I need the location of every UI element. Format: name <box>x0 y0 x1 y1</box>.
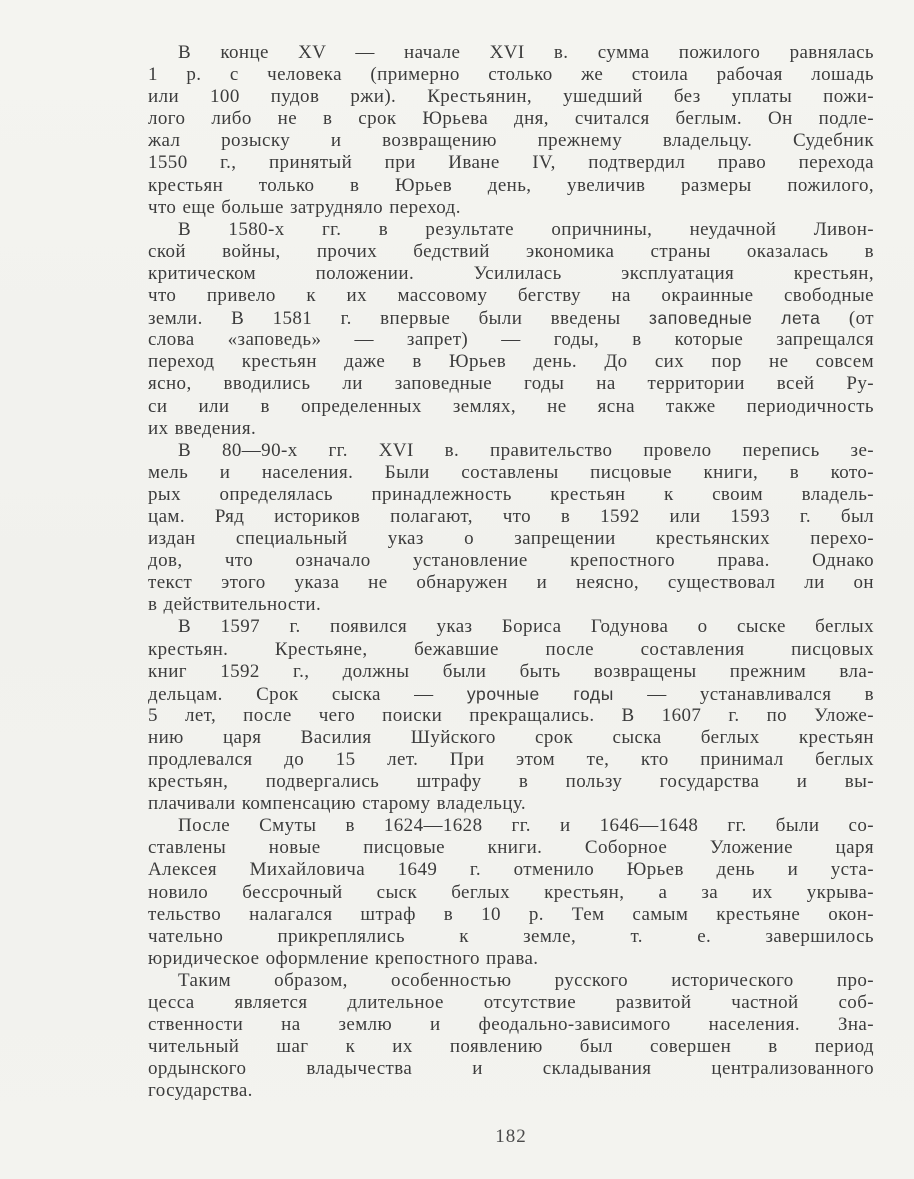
text-segment: крестьян. Крестьяне, бежавшие после составления писцовых <box>148 638 874 660</box>
text-segment: слова «заповедь» — запрет) — годы, в которые запрещался <box>148 329 874 351</box>
paragraph <box>148 219 874 440</box>
text-line <box>148 970 874 992</box>
text-line <box>148 550 874 572</box>
text-line <box>148 992 874 1014</box>
text-line <box>148 948 874 970</box>
text-line <box>148 639 874 661</box>
text-line <box>148 307 874 329</box>
text-segment: новило бессрочный сыск беглых крестьян, а за их укрыва- <box>148 881 874 903</box>
text-segment: земли. В 1581 г. впервые были введены <box>148 308 649 330</box>
text-line <box>148 859 874 881</box>
text-segment: дов, что означало установление крепостного права. Однако <box>148 550 874 572</box>
text-line <box>148 175 874 197</box>
emphasized-term: заповедные лета <box>648 308 821 329</box>
text-segment: В конце XV — начале XVI в. сумма пожилого равнялась <box>178 42 874 63</box>
text-segment: что привело к их массовому бегству на окраинные свободные <box>148 285 874 307</box>
text-line <box>148 197 874 219</box>
paragraph <box>148 815 874 970</box>
text-segment: жал розыску и возвращению прежнему владельцу. Судебник <box>148 130 874 152</box>
paragraph <box>148 42 874 219</box>
text-line <box>148 506 874 528</box>
text-segment: в действительности. <box>148 594 322 616</box>
text-line <box>148 241 874 263</box>
text-line <box>148 329 874 351</box>
text-segment: Таким образом, особенностью русского исторического про- <box>178 969 874 991</box>
text-segment: ставлены новые писцовые книги. Соборное Уложение царя <box>148 837 874 859</box>
text-segment: государства. <box>148 1080 253 1102</box>
text-segment: что еще больше затрудняло переход. <box>148 196 461 218</box>
text-segment: 1550 г., принятый при Иване IV, подтвердил право перехода <box>148 152 874 174</box>
text-segment: нию царя Василия Шуйского срок сыска беглых крестьян <box>148 726 874 748</box>
text-line <box>148 351 874 373</box>
text-segment: ясно, вводились ли заповедные годы на территории всей Ру- <box>148 373 874 395</box>
paragraph <box>148 970 874 1103</box>
page-number: 182 <box>495 1126 527 1147</box>
text-line <box>148 462 874 484</box>
text-line <box>148 771 874 793</box>
text-line <box>148 418 874 440</box>
text-segment: ственности на землю и феодально-зависимого населения. Зна- <box>148 1014 874 1036</box>
text-line <box>148 152 874 174</box>
text-line <box>148 373 874 395</box>
text-segment: их введения. <box>148 417 257 439</box>
text-segment: 5 лет, после чего поиски прекращались. В 1607 г. по Уложе- <box>148 704 874 726</box>
emphasized-term: урочные годы <box>466 683 614 704</box>
text-segment: или 100 пудов ржи). Крестьянин, ушедший без уплаты пожи- <box>148 86 874 108</box>
text-line <box>148 616 874 638</box>
text-line <box>148 683 874 705</box>
text-line <box>148 396 874 418</box>
text-segment: чительный шаг к их появлению был совершен в период <box>148 1036 874 1058</box>
text-line <box>148 1080 874 1102</box>
text-line <box>148 815 874 837</box>
text-line <box>148 661 874 683</box>
text-segment: крестьян, подвергались штрафу в пользу государства и вы- <box>148 771 874 793</box>
text-line <box>148 749 874 771</box>
text-segment: Алексея Михайловича 1649 г. отменило Юрьев день и уста- <box>148 859 874 881</box>
text-line <box>148 130 874 152</box>
text-line <box>148 86 874 108</box>
paragraph <box>148 440 874 617</box>
text-segment: тельство налагался штраф в 10 р. Тем самым крестьяне окон- <box>148 903 874 925</box>
text-line <box>148 1036 874 1058</box>
text-line <box>148 572 874 594</box>
text-segment: (от <box>820 308 874 330</box>
text-line <box>148 837 874 859</box>
text-line <box>148 904 874 926</box>
text-line <box>148 1014 874 1036</box>
text-line <box>148 64 874 86</box>
text-segment: книг 1592 г., должны были быть возвращены прежним вла- <box>148 660 874 682</box>
text-line <box>148 263 874 285</box>
text-line <box>148 484 874 506</box>
text-segment: цам. Ряд историков полагают, что в 1592 или 1593 г. был <box>148 505 874 527</box>
text-segment: критическом положении. Усилилась эксплуатация крестьян, <box>148 262 874 284</box>
text-segment: издан специальный указ о запрещении крестьянских перехо- <box>148 528 874 550</box>
text-segment: юридическое оформление крепостного права. <box>148 947 539 969</box>
text-segment: цесса является длительное отсутствие развитой частной соб- <box>148 992 874 1014</box>
text-segment: плачивали компенсацию старому владельцу. <box>148 793 527 815</box>
text-segment: ордынского владычества и складывания централизованного <box>148 1058 874 1080</box>
text-line <box>148 705 874 727</box>
text-segment: си или в определенных землях, не ясна также периодичность <box>148 395 874 417</box>
text-line <box>148 440 874 462</box>
text-line <box>148 219 874 241</box>
text-line <box>148 108 874 130</box>
text-segment: текст этого указа не обнаружен и неясно, существовал ли он <box>148 572 874 594</box>
text-line <box>148 793 874 815</box>
text-segment: — устанавливался в <box>613 683 874 705</box>
text-line <box>148 1058 874 1080</box>
text-segment: ской войны, прочих бедствий экономика страны оказалась в <box>148 240 874 262</box>
text-segment: крестьян только в Юрьев день, увеличив размеры пожилого, <box>148 174 874 196</box>
text-segment: После Смуты в 1624—1628 гг. и 1646—1648 гг. были со- <box>178 815 874 837</box>
text-line <box>148 285 874 307</box>
text-segment: В 1597 г. появился указ Бориса Годунова о сыске беглых <box>178 616 874 638</box>
text-segment: рых определялась принадлежность крестьян к своим владель- <box>148 483 874 505</box>
paragraph <box>148 616 874 815</box>
text-segment: продлевался до 15 лет. При этом те, кто принимал беглых <box>148 749 874 770</box>
text-segment: переход крестьян даже в Юрьев день. До сих пор не совсем <box>148 351 874 373</box>
text-line <box>148 42 874 64</box>
text-line <box>148 882 874 904</box>
text-line <box>148 594 874 616</box>
text-segment: В 80—90-х гг. XVI в. правительство провело перепись зе- <box>178 439 874 461</box>
text-line <box>148 528 874 550</box>
text-block <box>148 42 874 1103</box>
text-segment: В 1580-х гг. в результате опричнины, неудачной Ливон- <box>178 218 874 240</box>
text-line <box>148 727 874 749</box>
text-segment: чательно прикреплялись к земле, т. е. завершилось <box>148 925 874 947</box>
text-line <box>148 926 874 948</box>
text-segment: мель и населения. Были составлены писцовые книги, в кото- <box>148 461 874 483</box>
text-segment: лого либо не в срок Юрьева дня, считался беглым. Он подле- <box>148 108 874 130</box>
text-segment: дельцам. Срок сыска — <box>148 683 467 705</box>
text-segment: 1 р. с человека (примерно столько же стоила рабочая лошадь <box>148 64 874 86</box>
